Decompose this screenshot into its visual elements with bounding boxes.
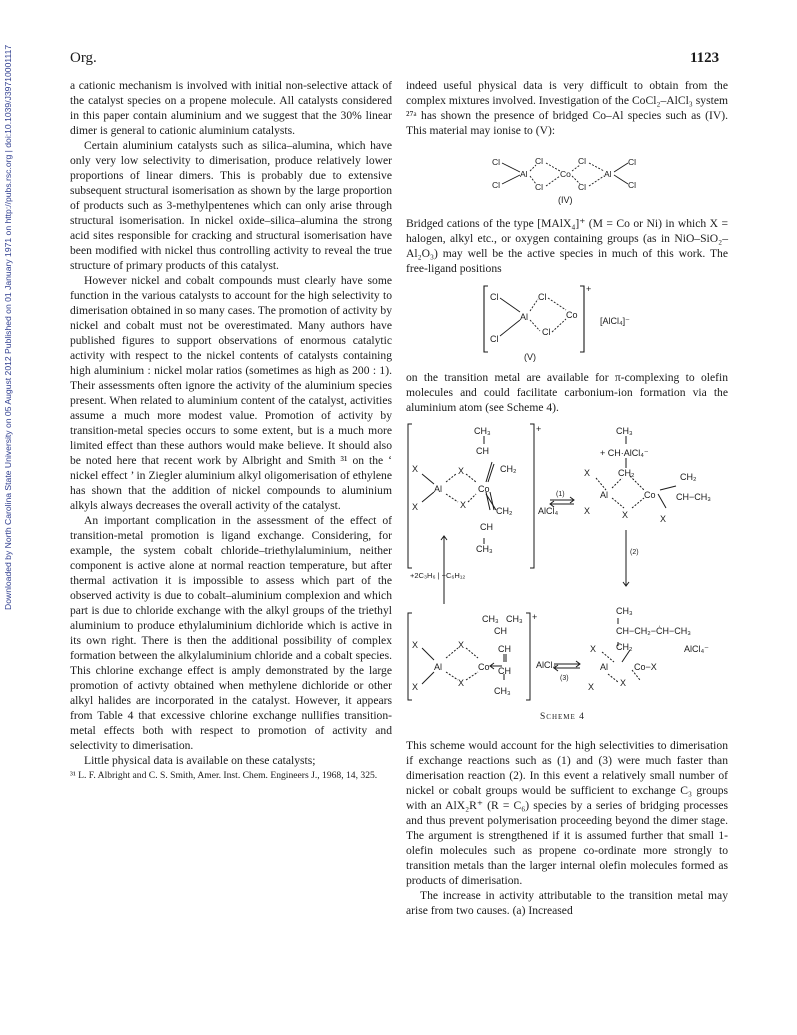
atom-label: Co (478, 662, 490, 672)
atom-label: Al (520, 312, 529, 322)
paragraph: This scheme would account for the high selectivities to dimerisation if exchange reactions such as (1) and (3) were much faster than dimerisation reaction (2). In this event a relatively small number of nickel or cobalt groups would be sufficient to exchange C₃ groups with an AlX₂R⁺ (R = C₆) species by a series of bridging processes and thus prevent polymerisation proceeding beyond the dimer stage. The argument is strengthened if it is assumed further that small 1-olefin molecules such as propene co-ordinate more strongly to transition metals than the larger internal olefin molecules formed as products of dimerisation. (406, 739, 728, 887)
download-notice-text: Downloaded by North Carolina State University on 05 August 2012 Published on 01 January 1971 on http://pubs.rsc.org | doi:10.1039/J39710001117 (3, 44, 13, 610)
cation-charge: + (536, 424, 542, 434)
atom-label: Cl (578, 156, 587, 166)
paragraph: An important complication in the assessment of the effect of transition-metal promotion is ligand exchange. Considering, for example, the system cobalt chloride–triethylaluminium, neither component is active alone at normal reaction temperature, but after thermal activation it is impossible to assess which part of the observed activity is due to cobalt–aluminium complexion and which part is due to chloride exchange with the alkyl groups of the triethyl aluminium to produce ethylaluminium dichloride which is active in its own right. There is then the additional possibility of complex formation between the alkylaluminium chloride and a cobalt species. This chlorine exchange effect is amply demonstrated by the large promotion of activty obtained when methylene dichloride or other alkyl halides are incorporated in the catalyst. However, it appears from Table 4 that excessive chlorine exchange nullifies transition-metal effects both with respect to promotion of activity and selectivity to dimerisation. (70, 514, 392, 752)
chain-label: CH−CH₂−ĊH−CH₃ (616, 626, 691, 636)
download-watermark (3, 44, 17, 610)
cation-charge: + (532, 612, 538, 622)
atom-label: Cl (535, 156, 544, 166)
atom-label: Co (478, 484, 490, 494)
atom-label: CH (498, 644, 511, 654)
atom-label: X (590, 644, 597, 654)
step-label: (2) (630, 549, 639, 556)
atom-label: CH₃ (616, 606, 633, 616)
paragraph: Bridged cations of the type [MAlX₄]⁺ (M = Co or Ni) in which X = halogen, alkyl etc., or oxygen containing groups (as in NiO–SiO₂–Al₂O₃) may well be the active species in much of this work. The free-ligand positions (406, 217, 728, 275)
paragraph: Certain aluminium catalysts such as silica–alumina, which have only very low selectivity to dimerisation, produce relatively lower proportions of linear dimers. This is probably due to extensive subsequent structural isomerisation as shown by the large proportion of products such as 3-methylpentenes which can only arise through structural isomerisation. In nickel oxide–silica–alumina the strong acid sites responsible for cracking and structural isomerisation have been modified with nickel thus controlling activity to reveal the true structure of primary products of this catalyst. (70, 139, 392, 272)
atom-label: Al (604, 169, 612, 179)
page-number: 1123 (690, 50, 720, 66)
atom-label: Co (566, 310, 578, 320)
atom-label: X (412, 464, 419, 474)
atom-label: CH₂ (616, 642, 633, 652)
right-paragraph-1 (406, 78, 728, 138)
structure-iv-label: (IV) (558, 195, 573, 205)
right-paragraph-4 (406, 738, 728, 918)
atom-label: CH₃ (506, 614, 523, 624)
atom-label: X (622, 510, 629, 520)
footnote: ³¹ L. F. Albright and C. S. Smith, Amer. Inst. Chem. Engineers J., 1968, 14, 325. (70, 770, 378, 781)
atom-label: Cl (535, 182, 544, 192)
paragraph: a cationic mechanism is involved with initial non-selective attack of the catalyst species on a propene molecule. All catalysts considered in this paper contain aluminium and we suggest that the 30% linear dimer is general to cationic aluminium catalysts. (70, 79, 392, 137)
atom-label: X (458, 640, 465, 650)
scheme-4 (404, 418, 732, 708)
reagent-label: +2C₃H₆ | −C₆H₁₂ (410, 571, 466, 580)
atom-label: Al (434, 484, 443, 494)
structure-iv (490, 154, 650, 206)
atom-label: CH₂ (618, 468, 635, 478)
atom-label: Co (644, 490, 656, 500)
atom-label: CH₂ (680, 472, 697, 482)
paragraph: Little physical data is available on these catalysts; (84, 754, 316, 767)
atom-label: Co (560, 169, 571, 179)
atom-label: CH₃ (482, 614, 499, 624)
paragraph: indeed useful physical data is very difficult to obtain from the complex mixtures involved. Investigation of the CoCl₂–AlCl₃ system ²⁷ᵃ has shown the presence of bridged Co–Al species such as (IV). This material may ionise to (V): (406, 79, 728, 137)
running-head: Org. (70, 50, 97, 66)
atom-label: Al (600, 662, 609, 672)
atom-label: Cl (538, 292, 547, 302)
atom-label: X (458, 466, 465, 476)
atom-label: Al (520, 169, 528, 179)
atom-label: Cl (542, 327, 551, 337)
atom-label: Al (434, 662, 443, 672)
right-paragraph-3 (406, 370, 728, 415)
atom-label: CH₃ (616, 426, 633, 436)
counter-anion: [AlCl₄]⁻ (600, 316, 630, 326)
atom-label: CH₂ (500, 464, 517, 474)
counter-anion: AlCl₄⁻ (684, 644, 709, 654)
atom-label: X (460, 500, 467, 510)
atom-label: Cl (628, 157, 637, 167)
atom-label: CH₃ (494, 686, 511, 696)
atom-label: X (412, 640, 419, 650)
atom-label: CH (476, 446, 489, 456)
left-column (70, 78, 392, 782)
paragraph: The increase in activity attributable to the transition metal may arise from two causes. (a) Increased (406, 889, 728, 917)
atom-label: X (584, 506, 591, 516)
atom-label: X (412, 682, 419, 692)
atom-label: Cl (490, 334, 499, 344)
atom-label: X (588, 682, 595, 692)
atom-label: CH₃ (476, 544, 493, 554)
paragraph: However nickel and cobalt compounds must clearly have some function in the various catalysts to account for the high selectivity to dimerisation obtained in so many cases. The promotion of activity by nickel and cobalt must not be overestimated. Many authors have published figures to support observations of enormous catalytic activity with respect to the nickel contents of catalysts containing high aluminium : nickel molar ratios (sometimes as high as 200 : 1). Their assessments often ignore the activity of the aluminium species present. When related to aluminium content of the catalyst, activities assume a much more modest value. Promotion of activity by transition-metal species occurs to some extent, but is a much more limited effect than these authors would make believe. It should also be noted here that recent work by Albright and Smith ³¹ on the ‘ nickel effect ’ in Ziegler aluminium alkyl oligomerisation of ethylene has shown that the addition of nickel compounds to aluminium alkyls always decreases the overall activity of the catalyst. (70, 274, 392, 512)
counter-anion: AlCl₄ (538, 506, 559, 516)
atom-label: CH₂ (496, 506, 513, 516)
substituent-label: + CH·AlCl₄⁻ (600, 448, 649, 458)
right-paragraph-2 (406, 216, 728, 276)
paragraph: on the transition metal are available for π-complexing to olefin molecules and could facilitate carbonium-ion formation via the aluminium atom (see Scheme 4). (406, 371, 728, 414)
step-label: (3) (560, 675, 569, 682)
cobalt-ligand-label: Co−X (634, 662, 657, 672)
step-label: (1) (556, 491, 565, 498)
counter-anion: AlCl₄ (536, 660, 557, 670)
atom-label: X (620, 678, 627, 688)
atom-label: CH₃ (474, 426, 491, 436)
atom-label: Cl (492, 157, 501, 167)
atom-label: CH (498, 666, 511, 676)
substituent-label: CH−CH₃ (676, 492, 711, 502)
atom-label: CH (480, 522, 493, 532)
atom-label: X (660, 514, 667, 524)
atom-label: Cl (628, 180, 637, 190)
atom-label: Cl (578, 182, 587, 192)
atom-label: CH (494, 626, 507, 636)
atom-label: Cl (492, 180, 501, 190)
atom-label: X (584, 468, 591, 478)
atom-label: X (458, 678, 465, 688)
structure-v (480, 282, 680, 364)
structure-v-label: (V) (524, 352, 536, 362)
atom-label: Al (600, 490, 609, 500)
atom-label: Cl (490, 292, 499, 302)
scheme-caption: Scheme 4 (540, 712, 585, 722)
atom-label: X (412, 502, 419, 512)
cation-charge: + (586, 284, 592, 294)
